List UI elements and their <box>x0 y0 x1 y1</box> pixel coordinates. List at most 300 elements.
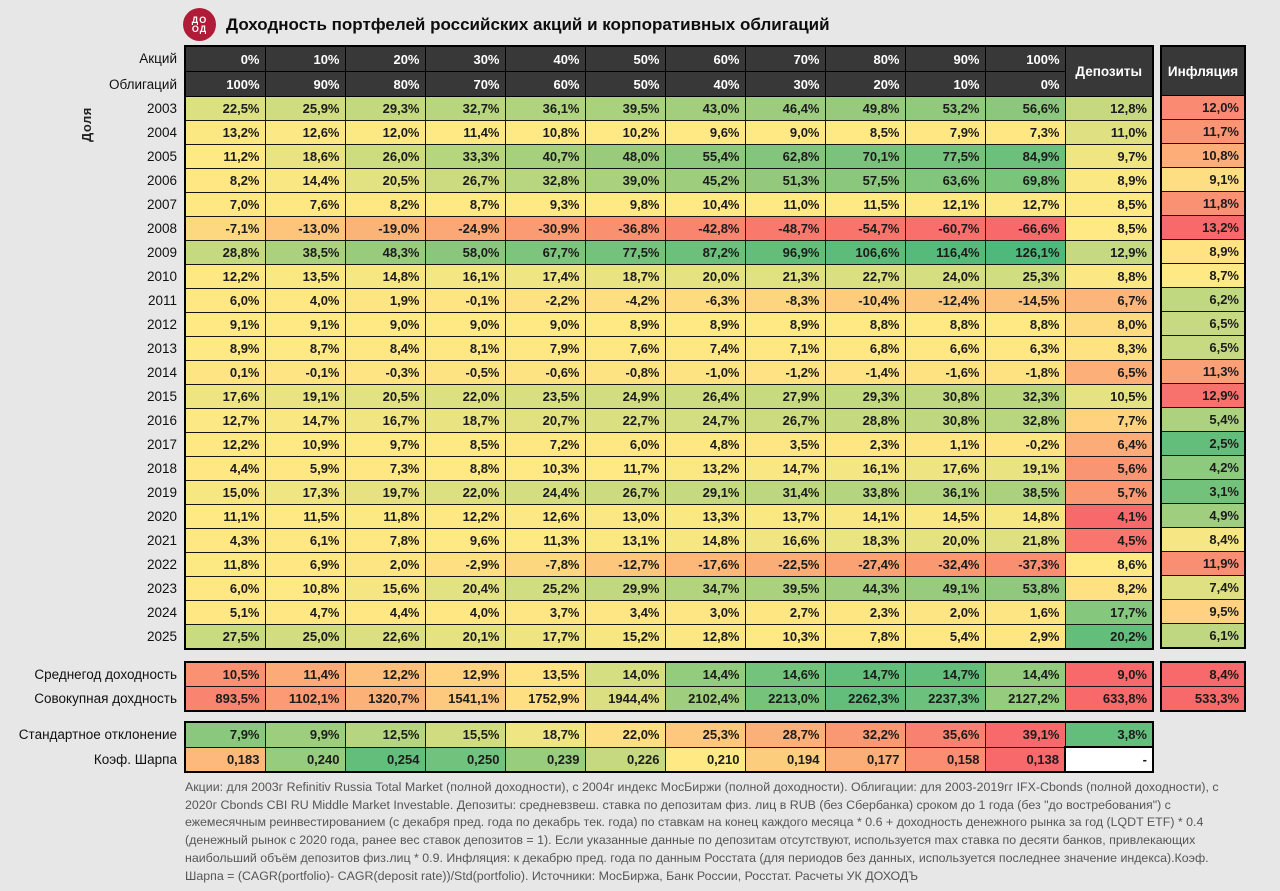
dohod-logo-icon <box>183 8 216 41</box>
summary-value-cell: 11,4% <box>265 662 345 687</box>
return-cell: 30,8% <box>905 385 985 409</box>
return-cell: 12,2% <box>185 265 265 289</box>
return-cell: 9,1% <box>265 313 345 337</box>
inflation-cell: 5,4% <box>1161 408 1245 432</box>
return-cell: 8,8% <box>825 313 905 337</box>
return-cell: 2,3% <box>825 601 905 625</box>
inflation-cell: 7,4% <box>1161 576 1245 600</box>
return-cell: 20,1% <box>425 625 505 650</box>
summary-value-cell: 0,254 <box>345 747 425 772</box>
return-cell: 12,0% <box>345 121 425 145</box>
return-cell: -17,6% <box>665 553 745 577</box>
deposit-cell: 8,5% <box>1065 217 1153 241</box>
summary-value-cell: 14,0% <box>585 662 665 687</box>
return-cell: 32,8% <box>985 409 1065 433</box>
return-cell: 96,9% <box>745 241 825 265</box>
logo-line-2: ОД <box>191 23 208 34</box>
return-cell: 4,0% <box>265 289 345 313</box>
return-cell: 38,5% <box>985 481 1065 505</box>
summary-value-cell: 2102,4% <box>665 687 745 712</box>
return-cell: 21,3% <box>745 265 825 289</box>
summary-value-cell: 0,177 <box>825 747 905 772</box>
return-cell: -54,7% <box>825 217 905 241</box>
return-cell: 9,3% <box>505 193 585 217</box>
bonds-pct-header: 0% <box>985 72 1065 97</box>
return-cell: 28,8% <box>825 409 905 433</box>
return-cell: 46,4% <box>745 97 825 121</box>
inflation-cell: 2,5% <box>1161 432 1245 456</box>
return-cell: 6,6% <box>905 337 985 361</box>
return-cell: 62,8% <box>745 145 825 169</box>
stocks-pct-header: 30% <box>425 46 505 72</box>
return-cell: 8,2% <box>345 193 425 217</box>
return-cell: 9,6% <box>665 121 745 145</box>
year-label: 2025 <box>146 629 177 645</box>
deposit-cell: 8,8% <box>1065 265 1153 289</box>
return-cell: 19,1% <box>265 385 345 409</box>
return-cell: 4,8% <box>665 433 745 457</box>
page-title: Доходность портфелей российских акций и корпоративных облигаций <box>226 14 830 34</box>
deposit-cell: 12,8% <box>1065 97 1153 121</box>
return-cell: -1,6% <box>905 361 985 385</box>
return-cell: 28,8% <box>185 241 265 265</box>
return-cell: 26,7% <box>585 481 665 505</box>
return-cell: 26,7% <box>745 409 825 433</box>
return-cell: -7,8% <box>505 553 585 577</box>
summary-deposit-cell: 9,0% <box>1065 662 1153 687</box>
return-cell: 10,3% <box>505 457 585 481</box>
return-cell: 9,1% <box>185 313 265 337</box>
return-cell: 14,7% <box>745 457 825 481</box>
return-cell: 5,1% <box>185 601 265 625</box>
return-cell: 10,2% <box>585 121 665 145</box>
return-cell: 14,8% <box>665 529 745 553</box>
return-cell: 0,1% <box>185 361 265 385</box>
return-cell: 39,0% <box>585 169 665 193</box>
return-cell: 20,7% <box>505 409 585 433</box>
summary-row-label: Коэф. Шарпа <box>93 752 177 767</box>
return-cell: 17,6% <box>905 457 985 481</box>
return-cell: 2,0% <box>905 601 985 625</box>
return-cell: 29,3% <box>345 97 425 121</box>
inflation-cell: 12,0% <box>1161 96 1245 120</box>
return-cell: 29,9% <box>585 577 665 601</box>
return-cell: 8,7% <box>425 193 505 217</box>
summary-band-returns <box>0 661 1280 712</box>
return-cell: -1,4% <box>825 361 905 385</box>
summary-value-cell: 14,4% <box>665 662 745 687</box>
return-cell: -8,3% <box>745 289 825 313</box>
summary-value-cell: 15,5% <box>425 722 505 747</box>
deposit-cell: 6,5% <box>1065 361 1153 385</box>
summary-value-cell: 28,7% <box>745 722 825 747</box>
inflation-cell: 9,1% <box>1161 168 1245 192</box>
summary-value-cell: 25,3% <box>665 722 745 747</box>
return-cell: 3,5% <box>745 433 825 457</box>
years-band <box>0 45 1280 650</box>
return-cell: 25,3% <box>985 265 1065 289</box>
return-cell: 9,0% <box>505 313 585 337</box>
bonds-pct-header: 90% <box>265 72 345 97</box>
summary-value-cell: 14,6% <box>745 662 825 687</box>
inflation-cell: 11,3% <box>1161 360 1245 384</box>
return-cell: 9,0% <box>745 121 825 145</box>
summary-inflation-table <box>1160 661 1246 712</box>
summary-value-cell: 12,9% <box>425 662 505 687</box>
return-cell: 16,6% <box>745 529 825 553</box>
summary-value-cell: 0,250 <box>425 747 505 772</box>
return-cell: 24,7% <box>665 409 745 433</box>
return-cell: 18,6% <box>265 145 345 169</box>
summary-value-cell: 0,226 <box>585 747 665 772</box>
return-cell: 67,7% <box>505 241 585 265</box>
summary-row-label: Среднегод доходность <box>34 666 177 682</box>
return-cell: -0,6% <box>505 361 585 385</box>
return-cell: 36,1% <box>505 97 585 121</box>
return-cell: 8,9% <box>585 313 665 337</box>
return-cell: 12,2% <box>185 433 265 457</box>
return-cell: 22,0% <box>425 385 505 409</box>
return-cell: 11,8% <box>185 553 265 577</box>
inflation-cell: 3,1% <box>1161 480 1245 504</box>
return-cell: 15,2% <box>585 625 665 650</box>
return-cell: 24,0% <box>905 265 985 289</box>
return-cell: 18,3% <box>825 529 905 553</box>
summary-value-cell: 12,5% <box>345 722 425 747</box>
inflation-cell: 9,5% <box>1161 600 1245 624</box>
summary-value-cell: 2213,0% <box>745 687 825 712</box>
return-cell: -6,3% <box>665 289 745 313</box>
return-cell: 9,6% <box>425 529 505 553</box>
stocks-pct-header: 70% <box>745 46 825 72</box>
year-label: 2007 <box>146 197 177 212</box>
return-cell: 8,5% <box>825 121 905 145</box>
return-cell: -12,4% <box>905 289 985 313</box>
return-cell: 38,5% <box>265 241 345 265</box>
summary-value-cell: 10,5% <box>185 662 265 687</box>
return-cell: 9,0% <box>425 313 505 337</box>
return-cell: 6,9% <box>265 553 345 577</box>
bonds-pct-header: 40% <box>665 72 745 97</box>
return-cell: 7,3% <box>345 457 425 481</box>
return-cell: 4,7% <box>265 601 345 625</box>
summary-value-cell: 1944,4% <box>585 687 665 712</box>
return-cell: 44,3% <box>825 577 905 601</box>
return-cell: 29,1% <box>665 481 745 505</box>
inflation-cell: 13,2% <box>1161 216 1245 240</box>
return-cell: 24,9% <box>585 385 665 409</box>
return-cell: 7,8% <box>345 529 425 553</box>
bonds-pct-header: 50% <box>585 72 665 97</box>
return-cell: 4,4% <box>345 601 425 625</box>
return-cell: 15,6% <box>345 577 425 601</box>
return-cell: -0,2% <box>985 433 1065 457</box>
return-cell: -60,7% <box>905 217 985 241</box>
summary-value-cell: 18,7% <box>505 722 585 747</box>
return-cell: 8,5% <box>425 433 505 457</box>
return-cell: 10,4% <box>665 193 745 217</box>
year-label: 2005 <box>146 149 177 164</box>
return-cell: 14,8% <box>985 505 1065 529</box>
return-cell: 126,1% <box>985 241 1065 265</box>
return-cell: -2,2% <box>505 289 585 313</box>
inflation-cell: 11,9% <box>1161 552 1245 576</box>
deposit-cell: 17,7% <box>1065 601 1153 625</box>
return-cell: -0,3% <box>345 361 425 385</box>
deposit-cell: 8,2% <box>1065 577 1153 601</box>
deposit-cell: 10,5% <box>1065 385 1153 409</box>
bonds-pct-header: 30% <box>745 72 825 97</box>
year-label: 2008 <box>146 221 177 236</box>
return-cell: 3,0% <box>665 601 745 625</box>
return-cell: 16,1% <box>825 457 905 481</box>
return-cell: 17,4% <box>505 265 585 289</box>
stocks-share-label: Акций <box>139 51 177 67</box>
summary-returns-table <box>0 661 1154 712</box>
return-cell: 69,8% <box>985 169 1065 193</box>
return-cell: 45,2% <box>665 169 745 193</box>
return-cell: -37,3% <box>985 553 1065 577</box>
return-cell: 26,7% <box>425 169 505 193</box>
return-cell: 7,3% <box>985 121 1065 145</box>
return-cell: 14,7% <box>265 409 345 433</box>
deposit-cell: 11,0% <box>1065 121 1153 145</box>
deposit-cell: 8,0% <box>1065 313 1153 337</box>
stocks-pct-header: 40% <box>505 46 585 72</box>
return-cell: 7,6% <box>265 193 345 217</box>
return-cell: 26,4% <box>665 385 745 409</box>
summary-value-cell: 14,4% <box>985 662 1065 687</box>
return-cell: 56,6% <box>985 97 1065 121</box>
return-cell: 12,7% <box>185 409 265 433</box>
return-cell: 1,9% <box>345 289 425 313</box>
return-cell: 12,8% <box>665 625 745 650</box>
return-cell: 77,5% <box>905 145 985 169</box>
return-cell: 11,5% <box>825 193 905 217</box>
year-label: 2014 <box>146 365 177 380</box>
summary-row-label: Стандартное отклонение <box>18 727 177 742</box>
return-cell: 20,4% <box>425 577 505 601</box>
return-cell: 77,5% <box>585 241 665 265</box>
year-label: 2015 <box>146 389 177 404</box>
return-cell: 11,0% <box>745 193 825 217</box>
return-cell: 53,2% <box>905 97 985 121</box>
return-cell: 20,0% <box>665 265 745 289</box>
return-cell: 21,8% <box>985 529 1065 553</box>
return-cell: 13,5% <box>265 265 345 289</box>
return-cell: -0,1% <box>425 289 505 313</box>
return-cell: 10,8% <box>265 577 345 601</box>
inflation-header: Инфляция <box>1161 46 1245 96</box>
bonds-pct-header: 100% <box>185 72 265 97</box>
summary-value-cell: 893,5% <box>185 687 265 712</box>
return-cell: 12,1% <box>905 193 985 217</box>
return-cell: -12,7% <box>585 553 665 577</box>
return-cell: 20,5% <box>345 169 425 193</box>
summary-value-cell: 1541,1% <box>425 687 505 712</box>
return-cell: 22,5% <box>185 97 265 121</box>
return-cell: 10,3% <box>745 625 825 650</box>
return-cell: 11,2% <box>185 145 265 169</box>
return-cell: 32,3% <box>985 385 1065 409</box>
return-cell: 40,7% <box>505 145 585 169</box>
return-cell: 32,7% <box>425 97 505 121</box>
return-cell: 9,0% <box>345 313 425 337</box>
deposit-cell: 20,2% <box>1065 625 1153 650</box>
inflation-cell: 6,5% <box>1161 312 1245 336</box>
year-label: 2011 <box>147 293 177 308</box>
return-cell: 20,5% <box>345 385 425 409</box>
return-cell: 57,5% <box>825 169 905 193</box>
return-cell: 116,4% <box>905 241 985 265</box>
year-label: 2017 <box>146 437 177 452</box>
return-cell: 20,0% <box>905 529 985 553</box>
summary-value-cell: 0,210 <box>665 747 745 772</box>
return-cell: 23,5% <box>505 385 585 409</box>
year-label: 2004 <box>146 125 177 140</box>
return-cell: -1,2% <box>745 361 825 385</box>
heatmap-sheet <box>0 45 1280 773</box>
year-label: 2006 <box>146 173 177 188</box>
summary-value-cell: 7,9% <box>185 722 265 747</box>
stocks-pct-header: 20% <box>345 46 425 72</box>
return-cell: 16,7% <box>345 409 425 433</box>
year-label: 2009 <box>146 245 177 260</box>
summary-deposit-cell: 633,8% <box>1065 687 1153 712</box>
return-cell: 8,4% <box>345 337 425 361</box>
return-cell: 6,1% <box>265 529 345 553</box>
summary-value-cell: 12,2% <box>345 662 425 687</box>
return-cell: -42,8% <box>665 217 745 241</box>
bonds-share-label: Облигаций <box>109 76 177 92</box>
return-cell: -0,8% <box>585 361 665 385</box>
return-cell: -19,0% <box>345 217 425 241</box>
return-cell: 8,2% <box>185 169 265 193</box>
deposit-cell: 5,6% <box>1065 457 1153 481</box>
summary-inflation-cell: 8,4% <box>1161 662 1245 687</box>
stocks-pct-header: 0% <box>185 46 265 72</box>
return-cell: 5,9% <box>265 457 345 481</box>
inflation-column-table <box>1160 45 1246 649</box>
return-cell: 15,0% <box>185 481 265 505</box>
return-cell: 4,3% <box>185 529 265 553</box>
return-cell: 25,2% <box>505 577 585 601</box>
return-cell: 29,3% <box>825 385 905 409</box>
inflation-cell: 6,5% <box>1161 336 1245 360</box>
return-cell: -1,8% <box>985 361 1065 385</box>
bonds-pct-header: 20% <box>825 72 905 97</box>
return-cell: 19,1% <box>985 457 1065 481</box>
return-cell: 87,2% <box>665 241 745 265</box>
inflation-cell: 12,9% <box>1161 384 1245 408</box>
deposit-cell: 8,5% <box>1065 193 1153 217</box>
return-cell: 7,2% <box>505 433 585 457</box>
returns-heatmap-table <box>0 45 1154 650</box>
return-cell: 51,3% <box>745 169 825 193</box>
return-cell: -10,4% <box>825 289 905 313</box>
return-cell: 11,3% <box>505 529 585 553</box>
inflation-cell: 11,7% <box>1161 120 1245 144</box>
return-cell: -30,9% <box>505 217 585 241</box>
summary-row-label: Совокупная дохдность <box>34 691 177 707</box>
return-cell: 70,1% <box>825 145 905 169</box>
summary-value-cell: 2262,3% <box>825 687 905 712</box>
return-cell: 58,0% <box>425 241 505 265</box>
bonds-pct-header: 10% <box>905 72 985 97</box>
summary-value-cell: 0,239 <box>505 747 585 772</box>
year-label: 2022 <box>146 557 177 572</box>
summary-band-risk <box>0 721 1280 773</box>
return-cell: 11,7% <box>585 457 665 481</box>
return-cell: 36,1% <box>905 481 985 505</box>
inflation-cell: 8,4% <box>1161 528 1245 552</box>
return-cell: 49,1% <box>905 577 985 601</box>
summary-value-cell: 0,183 <box>185 747 265 772</box>
deposit-cell: 8,3% <box>1065 337 1153 361</box>
return-cell: 7,9% <box>505 337 585 361</box>
return-cell: 5,4% <box>905 625 985 650</box>
return-cell: 2,3% <box>825 433 905 457</box>
return-cell: 55,4% <box>665 145 745 169</box>
return-cell: 8,8% <box>985 313 1065 337</box>
stocks-pct-header: 50% <box>585 46 665 72</box>
return-cell: 4,0% <box>425 601 505 625</box>
return-cell: 34,7% <box>665 577 745 601</box>
year-label: 2024 <box>146 605 177 620</box>
return-cell: -32,4% <box>905 553 985 577</box>
stocks-pct-header: 80% <box>825 46 905 72</box>
year-label: 2003 <box>146 101 177 116</box>
return-cell: -66,6% <box>985 217 1065 241</box>
return-cell: 8,9% <box>185 337 265 361</box>
return-cell: 22,6% <box>345 625 425 650</box>
year-label: 2018 <box>146 461 177 476</box>
return-cell: 48,3% <box>345 241 425 265</box>
summary-value-cell: 32,2% <box>825 722 905 747</box>
deposit-cell: 8,9% <box>1065 169 1153 193</box>
summary-value-cell: 1102,1% <box>265 687 345 712</box>
return-cell: 14,4% <box>265 169 345 193</box>
stocks-pct-header: 90% <box>905 46 985 72</box>
return-cell: 7,8% <box>825 625 905 650</box>
summary-value-cell: 1320,7% <box>345 687 425 712</box>
return-cell: -1,0% <box>665 361 745 385</box>
return-cell: 106,6% <box>825 241 905 265</box>
return-cell: 12,7% <box>985 193 1065 217</box>
summary-value-cell: 2127,2% <box>985 687 1065 712</box>
return-cell: 7,9% <box>905 121 985 145</box>
return-cell: 18,7% <box>425 409 505 433</box>
return-cell: -48,7% <box>745 217 825 241</box>
summary-risk-table <box>0 721 1154 773</box>
return-cell: 17,6% <box>185 385 265 409</box>
return-cell: -27,4% <box>825 553 905 577</box>
return-cell: 30,8% <box>905 409 985 433</box>
bonds-pct-header: 80% <box>345 72 425 97</box>
return-cell: 22,7% <box>585 409 665 433</box>
return-cell: 13,1% <box>585 529 665 553</box>
return-cell: 11,5% <box>265 505 345 529</box>
deposit-cell: 9,7% <box>1065 145 1153 169</box>
return-cell: 7,4% <box>665 337 745 361</box>
return-cell: 17,3% <box>265 481 345 505</box>
return-cell: 14,1% <box>825 505 905 529</box>
return-cell: 2,0% <box>345 553 425 577</box>
year-label: 2012 <box>146 317 177 332</box>
return-cell: 6,3% <box>985 337 1065 361</box>
return-cell: 13,0% <box>585 505 665 529</box>
return-cell: 6,8% <box>825 337 905 361</box>
